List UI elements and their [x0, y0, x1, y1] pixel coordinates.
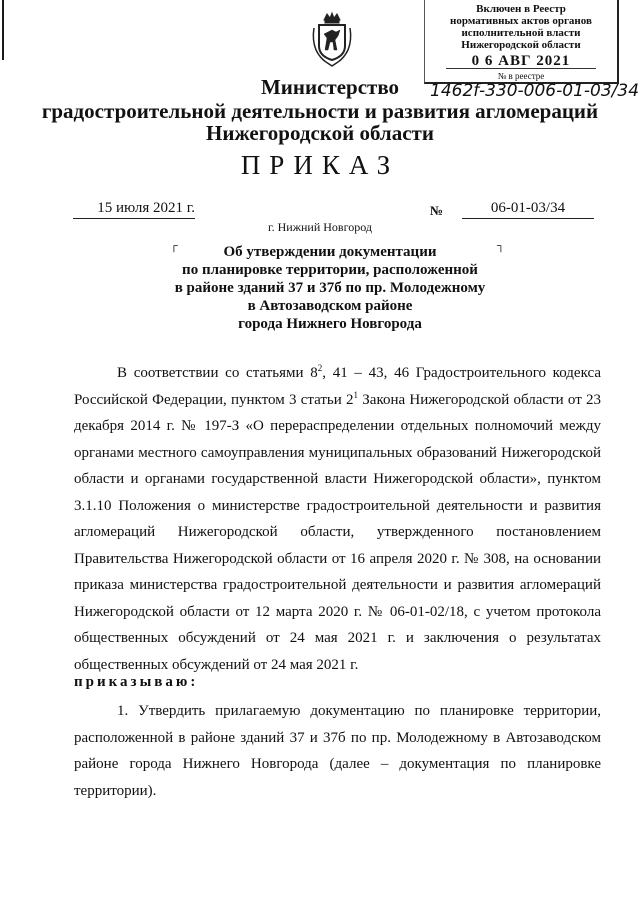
stamp-line-1: Включен в Реестр	[476, 3, 566, 15]
handwritten-registry-number: 1462f-330-006-01-03/34	[430, 81, 640, 101]
coat-of-arms-icon	[310, 10, 354, 68]
superscript-2: 1	[353, 389, 359, 400]
title-corner-left: ┌	[170, 240, 178, 252]
title-corner-right: ┐	[497, 240, 505, 252]
stamp-date: 0 6 АВГ 2021	[471, 53, 571, 69]
order-number-label: №	[430, 203, 444, 218]
title-line-5: города Нижнего Новгорода	[238, 316, 422, 332]
document-type: ПРИКАЗ	[240, 150, 400, 180]
preamble-part-b: , 41 – 43, 46 Градостроительного кодекса Российской Федерации, пунктом 3 статьи 2	[74, 365, 601, 408]
title-line-4: в Автозаводском районе	[247, 298, 413, 314]
preamble-part-c: Закона Нижегородской области от 23 декабря 2014 г. № 197-З «О перераспределении отдельных полномочий между органами местного самоуправления муниципальных образований Нижегородской области и органами государственной власти Нижегородской области», пунктом 3.1.10 Положения о министерстве градостроительной деятельности и развития агломераций Нижегородской области, утвержденного постановлением Правительства Нижегородской области от 16 апреля 2020 г. № 308, на основании приказа министерства градостроительной деятельности и развития агломераций Нижегородской области от 12 марта 2020 г. № 06-01-02/18, с учетом протокола общественных обсуждений от 24 мая 2021 г. и заключения о результатах общественных обсуждений от 24 мая 2021 г.	[74, 391, 601, 673]
title-line-3: в районе зданий 37 и 37б по пр. Молодежному	[174, 280, 486, 296]
stamp-reg-label: № в реестре	[497, 71, 545, 81]
order-date: 15 июля 2021 г.	[73, 200, 195, 219]
document-title	[110, 243, 550, 333]
scan-edge-mark	[2, 0, 4, 60]
ministry-name-line-1: Министерство	[260, 75, 400, 99]
ministry-name-line-3: Нижегородской области	[206, 121, 434, 145]
superscript-1: 2	[317, 363, 323, 373]
registry-stamp	[424, 0, 619, 84]
preamble-paragraph	[74, 360, 601, 678]
title-line-2: по планировке территории, расположенной	[182, 262, 478, 278]
preamble-part-a: В соответствии со статьями 8	[117, 365, 318, 381]
city: г. Нижний Новгород	[268, 220, 372, 234]
orders-word: приказываю:	[74, 674, 199, 690]
ministry-name-line-2: градостроительной деятельности и развития агломераций	[41, 99, 599, 123]
stamp-line-4: Нижегородской области	[461, 39, 581, 51]
stamp-line-2: нормативных актов органов	[450, 15, 592, 27]
order-item-1: 1. Утвердить прилагаемую документацию по планировке территории, расположенной в районе зданий 37 и 37б по пр. Молодежному в Автозаводском районе города Нижнего Новгорода (далее – документация по планировке территории).	[74, 703, 601, 799]
stamp-line-3: исполнительной власти	[461, 27, 581, 39]
title-line-1: Об утверждении документации	[223, 244, 437, 260]
order-number: 06-01-03/34	[462, 200, 594, 219]
